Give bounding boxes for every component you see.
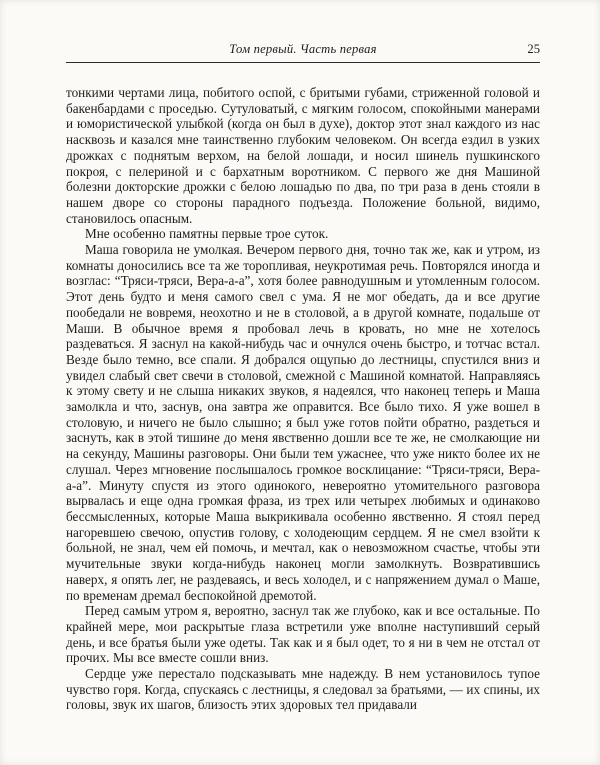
text-block <box>66 85 540 713</box>
paragraph: Мне особенно памятны первые трое суток. <box>85 226 329 242</box>
header-rule <box>66 62 540 63</box>
running-title: Том первый. Часть первая <box>229 42 377 56</box>
paragraph: Маша говорила не умолкая. Вечером первого дня, точно так же, как и утром, из комнаты доносились все та же торопливая, неукротимая речь. Повторялся иногда и возглас: “Тряси-тряси, Вера-а-а”, хотя более равнодушным и утомленным голосом. Этот день будто и меня самого свел с ума. Я не мог обедать, да и все другие пообедали не вовремя, неохотно и не в столовой, а в другой комнате, подальше от Маши. В обычное время я пробовал лечь в кровать, но мне не хотелось раздеваться. Я заснул на какой-нибудь час и очнулся очень быстро, и тотчас встал. Везде было темно, все спали. Я добрался ощупью до лестницы, спустился вниз и увидел слабый свет свечи в столовой, смежной с Машиной комнатой. Направляясь к этому свету и не слыша никаких звуков, я надеялся, что наконец теперь и Маша замолкла и что, заснув, она завтра же оправится. Все было тихо. Я уже вошел в столовую, и ничего не было слышно; я был уже готов пойти обратно, раздеться и заснуть, как в этой тишине до меня явственно дошли все те же, не смолкающие ни на секунду, Машины разговоры. Они были тем ужаснее, что уже никто более их не слушал. Через мгновение послышалось громкое восклицание: “Тряси-тряси, Вера-а-а”. Минуту спустя из этого одинокого, невероятно утомительного разговора вырвалась и еще одна громкая фраза, из трех или четырех любимых и одинаково бессмысленных, которые Маша выкрикивала особенно явственно. Я стоял перед нагоревшею свечою, опустив голову, с холодеющим сердцем. Я не смел взойти к больной, не знал, чем ей помочь, и мечтал, как о невозможном счастье, чтобы эти мучительные звуки когда-нибудь наконец могли замолкнуть. Возвратившись наверх, я опять лег, не раздеваясь, и весь холодел, и с напряжением думал о Маше, по временам дремал беспокойной дремотой. <box>66 242 540 603</box>
running-head <box>66 42 540 59</box>
page-number: 25 <box>527 42 540 56</box>
paragraph-continuation: тонкими чертами лица, побитого оспой, с бритыми губами, стриженной головой и бакенбардами с проседью. Сутуловатый, с мягким голосом, спокойными манерами и юмористической улыбкой (когда он был в духе), доктор этот знал каждого из нас насквозь и казался мне таинственно глубоким человеком. Он всегда ездил в узких дрожках с поднятым верхом, на белой лошади, и носил шинель пушкинского покроя, с пелериной и с бархатным воротником. С первого же дня Машиной болезни докторские дрожки с белою лошадью по два, по три раза в день стояли в нашем дворе со стороны парадного подъезда. Положение больной, видимо, становилось опасным. <box>66 85 540 226</box>
paragraph: Перед самым утром я, вероятно, заснул так же глубоко, как и все остальные. По крайней мере, мои раскрытые глаза встретили уже вполне наступивший серый день, и все братья были уже одеты. Так как и я был одет, то я ни в чем не отстал от прочих. Мы все вместе сошли вниз. <box>66 603 540 666</box>
paragraph: Сердце уже перестало подсказывать мне надежду. В нем установилось тупое чувство горя. Когда, спускаясь с лестницы, я следовал за братьями, — их спины, их головы, звук их шагов, близость этих здоровых тел придавали <box>66 666 540 713</box>
